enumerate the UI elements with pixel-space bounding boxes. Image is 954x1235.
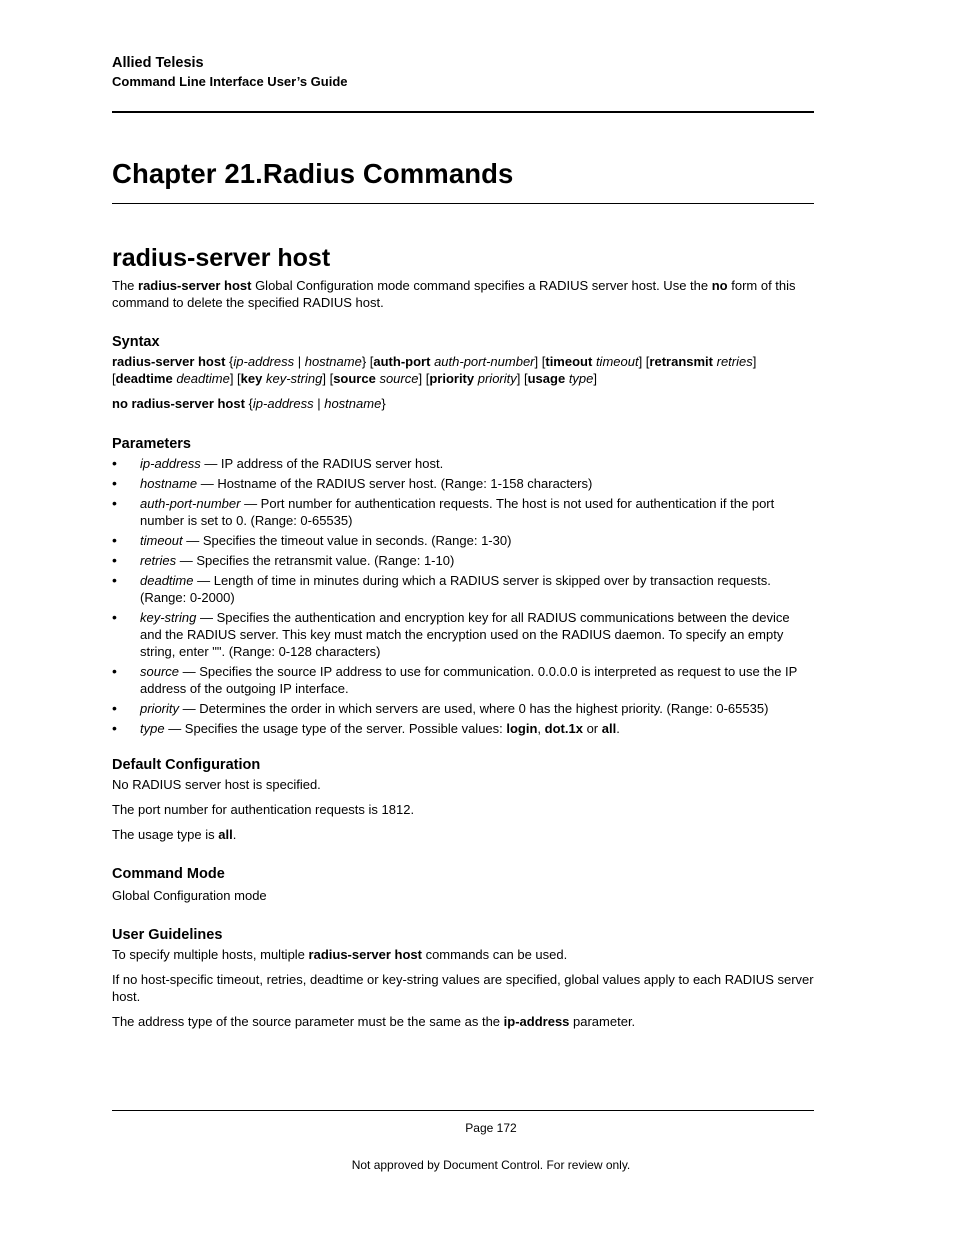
guideline-text: To specify multiple hosts, multiple radius-server host commands can be used. (112, 947, 568, 962)
list-item: • ip-address — IP address of the RADIUS server host. (112, 455, 814, 472)
list-item: • deadtime — Length of time in minutes during which a RADIUS server is skipped over by transaction requests. (Range: 0-2000) (112, 572, 814, 606)
header-rule (112, 111, 814, 113)
default-config-text: The usage type is all. (112, 827, 237, 842)
syntax-no-line: no radius-server host {ip-address | hostname} (112, 396, 386, 411)
header-guide-title: Command Line Interface User’s Guide (112, 74, 348, 89)
list-item: • auth-port-number — Port number for authentication requests. The host is not used for authentication if the port number is set to 0. (Range: 0-65535) (112, 495, 814, 529)
parameters-heading: Parameters (112, 436, 191, 452)
list-item: • timeout — Specifies the timeout value in seconds. (Range: 1-30) (112, 532, 814, 549)
chapter-title: Chapter 21.Radius Commands (112, 158, 514, 189)
review-notice: Not approved by Document Control. For review only. (351, 1158, 631, 1172)
command-mode-heading: Command Mode (112, 866, 225, 882)
list-item: • key-string — Specifies the authentication and encryption key for all RADIUS communications between the device and the RADIUS server. This key must match the encryption used on the RADIUS daemon. To specify an empty string, enter "". (Range: 0-128 characters) (112, 609, 814, 660)
syntax-heading: Syntax (112, 334, 160, 350)
default-config-text: The port number for authentication requests is 1812. (112, 802, 415, 817)
list-item: • source — Specifies the source IP address to use for communication. 0.0.0.0 is interpreted as request to use the IP address of the outgoing IP interface. (112, 663, 814, 697)
command-mode-text: Global Configuration mode (112, 888, 267, 903)
command-title: radius-server host (112, 244, 331, 272)
footer-rule (112, 1110, 814, 1111)
list-item: • hostname — Hostname of the RADIUS server host. (Range: 1-158 characters) (112, 475, 814, 492)
syntax-line: radius-server host {ip-address | hostname} [auth-port auth-port-number] [timeout timeout] [retransmit retries] [deadtime deadtime] [key key-string] [source source] [priority priority] [usage type] (112, 354, 757, 386)
list-item: • type — Specifies the usage type of the server. Possible values: login, dot.1x or all. (112, 720, 814, 737)
user-guidelines-heading: User Guidelines (112, 927, 223, 943)
list-item: • retries — Specifies the retransmit value. (Range: 1-10) (112, 552, 814, 569)
chapter-rule (112, 203, 814, 204)
default-config-text: No RADIUS server host is specified. (112, 777, 321, 792)
page-number: Page 172 (465, 1121, 517, 1135)
guideline-text: The address type of the source parameter must be the same as the ip-address parameter. (112, 1014, 636, 1029)
list-item: • priority — Determines the order in which servers are used, where 0 has the highest priority. (Range: 0-65535) (112, 700, 814, 717)
section-body (112, 277, 814, 1030)
header-company: Allied Telesis (112, 55, 204, 71)
parameters-list (112, 455, 814, 737)
guideline-text: If no host-specific timeout, retries, deadtime or key-string values are specified, global values apply to each RADIUS server host. (112, 972, 814, 1004)
default-config-heading: Default Configuration (112, 757, 261, 773)
command-intro: The radius-server host Global Configuration mode command specifies a RADIUS server host. Use the no form of this command to delete the specified RADIUS host. (112, 278, 796, 310)
